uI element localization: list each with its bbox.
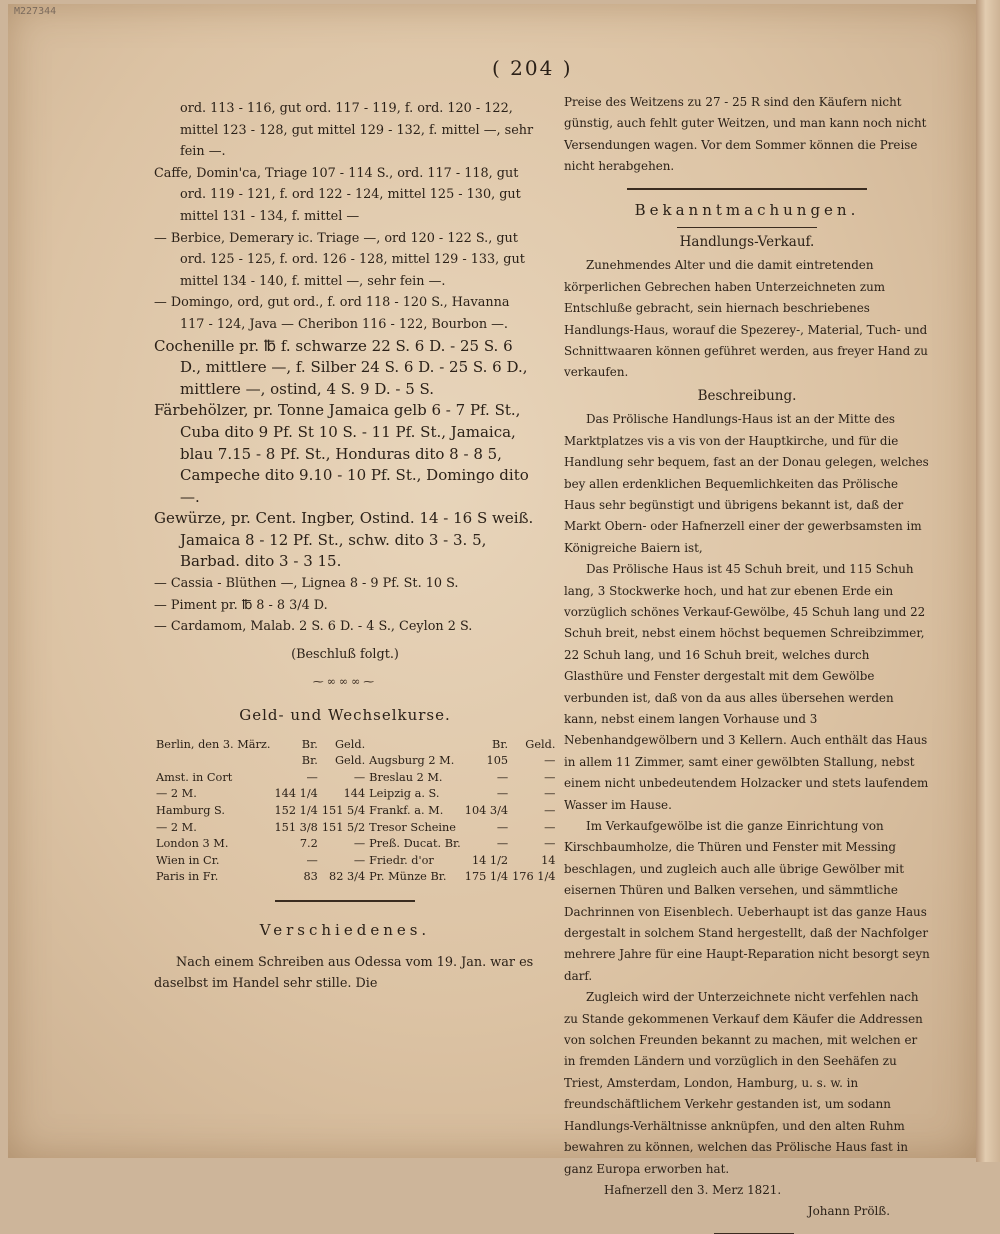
table-cell: Frankf. a. M. (369, 804, 444, 817)
table-cell: — (306, 770, 318, 784)
table-cell: Friedr. d'or (369, 853, 434, 867)
newspaper-page (8, 4, 976, 1219)
market-line: Gewürze, pr. Cent. Ingber, Ostind. 14 - 16 S weiß. Jamaica 8 - 12 Pf. St., schw. dito 3 - 3. 5, Barbad. dito 3 - 3 15. (154, 509, 534, 571)
intro-text: Preise des Weitzens zu 27 - 25 R sind den Käufern nicht günstig, auch fehlt guter Weitzen, und man kann noch nicht Versendungen wagen. Vor dem Sommer können die Preise nicht herabgehen. (564, 95, 927, 174)
table-cell: 105 (486, 754, 509, 768)
table-cell: — (353, 837, 366, 851)
table-row (154, 820, 557, 837)
table-cell: Hamburg S. (156, 804, 225, 817)
misc-heading: Verschiedenes. (259, 920, 431, 939)
table-cell: — (496, 820, 509, 834)
paragraph: Zugleich wird der Unterzeichnete nicht verfehlen nach zu Stande gekommenen Verkauf dem Käufer die Addressen von solchen Freunden bekannt zu machen, mit welchen er in fremden Ländern und vorzüglich in den Seehäfen zu Triest, Amsterdam, London, Hamburg, u. s. w. in freundschäftlichem Verkehr gestanden ist, um sodann Handlungs-Verhältnisse anknüpfen, und den alten Ruhm bewahren zu können, welchen das Prölische Haus fast in ganz Europa erworben hat. (564, 990, 923, 1176)
table-cell: 175 1/4 (464, 870, 509, 884)
table-cell: Amst. in Cort (156, 770, 233, 784)
paragraph: Das Prölische Handlungs-Haus ist an der Mitte des Marktplatzes vis a vis von der Hauptkirche, und für die Handlung sehr bequem, fast an der Donau gelegen, welches bey allen erdenklichen Bequemlichkeiten das Prölische Haus sehr begünstigt und übrigens bekannt ist, daß der Markt Obern- oder Hafnerzell einer der gewerbsamsten im Königreiche Baiern ist, (564, 412, 929, 555)
table-cell: Berlin, den 3. März. (156, 737, 271, 751)
divider-rule (677, 227, 817, 228)
right-column (564, 92, 930, 1234)
divider-rule (275, 900, 415, 902)
table-cell: — (353, 853, 366, 867)
table-cell: — (306, 853, 318, 867)
table-row (154, 836, 557, 853)
misc-text: Nach einem Schreiben aus Odessa vom 19. Jan. war es daselbst im Handel sehr stille. Die (154, 954, 534, 992)
table-cell: Wien in Cr. (156, 853, 220, 867)
paragraph: Im Verkaufgewölbe ist die ganze Einrichtung von Kirschbaumholze, die Thüren und Fenster mit Messing beschlagen, und zugleich auch alle übrige Gewölber mit eisernen Thüren und Balken versehen, und sämmtliche Dachrinnen von Eisenblech. Ueberhaupt ist das ganze Haus dergestalt in solchem Stand hergestellt, daß der Nachfolger mehrere Jahre für eine Haupt-Reparation nicht besorgt seyn darf. (564, 819, 930, 983)
market-line: — Cassia - Blüthen —, Lignea 8 - 9 Pf. St. 10 S. (154, 576, 459, 592)
table-cell: 7.2 (299, 837, 318, 851)
table-cell: Pr. Münze Br. (369, 870, 447, 884)
market-line: Caffe, Domin'ca, Triage 107 - 114 S., ord. 117 - 118, gut ord. 119 - 121, f. ord 122 - 124, mittel 125 - 130, gut mittel 131 - 134, f. mittel — (154, 165, 521, 224)
table-row (154, 803, 557, 820)
table-row (154, 753, 557, 770)
notices-heading: Bekanntmachungen. (634, 200, 860, 219)
exchange-heading: Geld- und Wechselkurse. (239, 706, 451, 725)
paragraph: Das Prölische Haus ist 45 Schuh breit, und 115 Schuh lang, 3 Stockwerke hoch, und hat zur ebenen Erde ein vorzüglich schönes Verkauf-Gewölbe, 45 Schuh lang und 22 Schuh breit, nebst einem höchst bequemen Schreibzimmer, 22 Schuh lang, und 16 Schuh breit, welches durch Glasthüre und Fenster dergestalt mit dem Gewölbe verbunden ist, daß von da aus alles übersehen werden kann, nebst einem langen Vorhause und 3 Nebenhandgewölbern und 3 Kellern. Auch enthält das Haus in allem 11 Zimmer, samt einer gewölbten Stallung, nebst einem nicht unbedeutendem Holzacker und stets laufendem Wasser im Hause. (564, 562, 929, 812)
table-cell: Geld. (335, 754, 366, 768)
table-cell: 152 1/4 (274, 804, 318, 817)
table-cell: Augsburg 2 M. (369, 754, 455, 768)
market-line: — Berbice, Demerary ic. Triage —, ord 120 - 122 S., gut ord. 125 - 125, f. ord. 126 - 128, mittel 129 - 133, gut mittel 134 - 140, f. mittel —, sehr fein —. (154, 230, 525, 289)
page-edge (976, 0, 1000, 1162)
table-cell: Leipzig a. S. (369, 787, 440, 801)
table-cell: — (496, 837, 509, 851)
sale-heading: Handlungs-Verkauf. (679, 234, 815, 251)
market-line: — Piment pr. ℔ 8 - 8 3/4 D. (154, 597, 328, 613)
signature: Johann Prölß. (807, 1204, 890, 1219)
table-cell: 104 3/4 (464, 804, 509, 817)
archive-stamp: M227344 (14, 6, 57, 17)
sale-text: Zunehmendes Alter und die damit eintretenden körperlichen Gebrechen haben Unterzeichneten zum Entschluße gebracht, sein hiernach beschriebenes Handlungs-Haus, worauf die Spezerey-, Material, Tuch- und Schnittwaaren können geführet werden, aus freyer Hand zu verkaufen. (564, 258, 928, 380)
table-cell: — (544, 770, 556, 784)
description-heading: Beschreibung. (697, 387, 797, 404)
table-cell: — (544, 804, 556, 817)
ornament-divider: ⁓∞∞∞⁓ (312, 675, 378, 689)
table-row (154, 853, 557, 870)
table-cell (367, 737, 463, 754)
table-cell: Br. (301, 754, 318, 768)
table-cell: 82 3/4 (329, 870, 366, 884)
table-row (154, 869, 557, 886)
market-line: Färbehölzer, pr. Tonne Jamaica gelb 6 - 7 Pf. St., Cuba dito 9 Pf. St 10 S. - 11 Pf. St., Jamaica, blau 7.15 - 8 Pf. St., Honduras dito 8 - 8 5, Campeche dito 9.10 - 10 Pf. St., Domingo dito —. (154, 401, 529, 506)
table-cell: Geld. (335, 737, 366, 751)
table-cell: Br. (301, 737, 318, 751)
table-cell: — (496, 770, 509, 784)
table-cell: — (544, 754, 556, 768)
table-cell: 144 (343, 787, 366, 801)
table-cell: 14 1/2 (471, 853, 509, 867)
table-row (154, 770, 557, 787)
table-cell: 151 5/2 (321, 820, 366, 834)
table-cell: Geld. (525, 737, 556, 751)
left-column (154, 98, 556, 995)
table-cell: — 2 M. (156, 787, 197, 801)
place-date: Hafnerzell den 3. Merz 1821. (604, 1182, 782, 1197)
table-cell: Tresor Scheine (369, 820, 456, 834)
table-row (154, 786, 557, 803)
table-cell: — (353, 770, 366, 784)
exchange-table (154, 737, 557, 886)
market-line: — Domingo, ord, gut ord., f. ord 118 - 120 S., Havanna 117 - 124, Java — Cheribon 116 - 122, Bourbon —. (154, 295, 510, 332)
table-cell: Preß. Ducat. Br. (369, 837, 461, 851)
market-line: ord. 113 - 116, gut ord. 117 - 119, f. ord. 120 - 122, mittel 123 - 128, gut mittel 129 - 132, f. mittel —, sehr fein —. (180, 101, 534, 160)
table-cell: London 3 M. (156, 837, 229, 851)
table-cell: — (496, 787, 509, 801)
table-cell: Breslau 2 M. (369, 770, 443, 784)
table-cell: — (544, 837, 556, 851)
conclusion-note: (Beschluß folgt.) (291, 646, 399, 662)
table-cell: Paris in Fr. (156, 870, 219, 884)
table-cell: 83 (303, 870, 318, 884)
table-cell: — (544, 787, 556, 801)
market-line: — Cardamom, Malab. 2 S. 6 D. - 4 S., Ceylon 2 S. (154, 619, 473, 635)
table-cell: 176 1/4 (512, 870, 556, 884)
market-line: Cochenille pr. ℔ f. schwarze 22 S. 6 D. - 25 S. 6 D., mittlere —, f. Silber 24 S. 6 D. - 25 S. 6 D., mittlere —, ostind, 4 S. 9 D. - 5 S. (154, 336, 528, 398)
table-cell: 151 5/4 (321, 804, 366, 817)
divider-rule (627, 188, 867, 190)
table-cell: 144 1/4 (274, 787, 318, 801)
table-cell (154, 753, 272, 770)
table-cell: — 2 M. (156, 820, 197, 834)
table-cell: — (544, 820, 556, 834)
page-number: ( 204 ) (492, 56, 573, 80)
table-row (154, 737, 557, 754)
table-cell: 151 3/8 (274, 820, 318, 834)
table-cell: Br. (492, 737, 509, 751)
table-cell: 14 (541, 853, 556, 867)
